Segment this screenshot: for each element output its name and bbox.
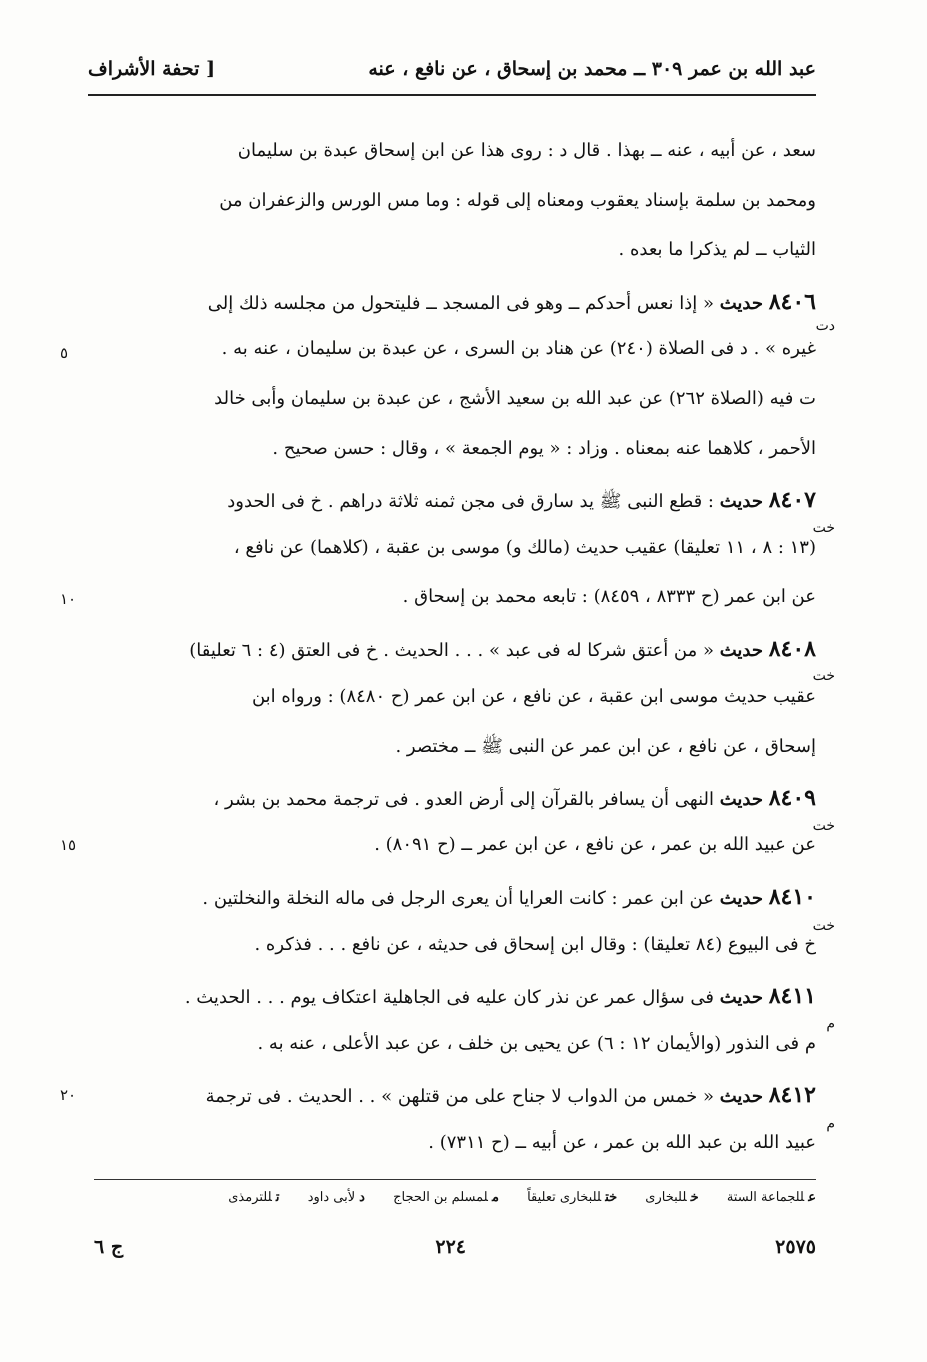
hadith-number: ٢٥٧٥ — [775, 1236, 816, 1258]
abbr-item: دلأبى داود — [307, 1190, 365, 1205]
text-line: عن عبيد الله بن عمر ، عن نافع ، عن ابن عمر ــ (ح ٨٠٩١) . — [374, 834, 816, 855]
hadith-keyword: حديث — [719, 293, 763, 314]
abbreviation-key — [94, 1190, 816, 1205]
hadith-keyword: حديث — [719, 1086, 763, 1107]
line-number: ١٠ — [60, 590, 77, 608]
hadith-entry-line — [88, 487, 816, 516]
hadith-entry-line — [88, 785, 816, 811]
hadith-entry-line — [88, 636, 816, 662]
hadith-number: ٨٤١١ — [768, 983, 816, 1009]
hadith-entry-line — [88, 983, 816, 1009]
text-line: عن ابن عمر (ح ٨٣٣٣ ، ٨٤٥٩) : تابعه محمد بن إسحاق . — [402, 586, 816, 607]
hadith-text: عن ابن عمر : كانت العرايا أن يعرى الرجل فى ماله النخلة والنخلتين . — [202, 888, 714, 909]
hadith-text: « إذا نعس أحدكم ــ وهو فى المسجد ــ فليتحول من مجلسه ذلك إلى — [207, 293, 714, 314]
margin-siglum: خت — [812, 520, 835, 536]
hadith-text: « خمس من الدواب لا جناح على من قتلهن » . . الحديث . فى ترجمة — [205, 1086, 714, 1107]
hadith-entry-line — [88, 289, 816, 315]
hadith-text: النهى أن يسافر بالقرآن إلى أرض العدو . فى ترجمة محمد بن بشر ، — [213, 789, 714, 810]
hadith-number: ٨٤٠٧ — [768, 487, 816, 513]
text-line: ومحمد بن سلمة بإسناد يعقوب ومعناه إلى قوله : وما مس الورس والزعفران من — [219, 190, 816, 211]
margin-siglum: خت — [812, 818, 835, 834]
hadith-number: ٨٤١٠ — [768, 884, 816, 910]
hadith-text: فى سؤال عمر عن نذر كان عليه فى الجاهلية اعتكاف يوم . . . الحديث . — [184, 987, 714, 1008]
text-line: الثياب ــ لم يذكرا ما بعده . — [618, 239, 816, 260]
text-line: (١٣ : ٨ ، ١١ تعليقا) عقيب حديث (مالك و) موسى بن عقبة ، (كلاهما) عن نافع ، — [233, 537, 816, 558]
hadith-text: « من أعتق شركا له فى عبد » . . . الحديث . خ فى العتق (٤ : ٦ تعليقا) — [189, 640, 714, 661]
text-line: الأحمر ، كلاهما عنه بمعناه . وزاد : « يوم الجمعة » ، وقال : حسن صحيح . — [272, 438, 816, 459]
hadith-entry-line — [88, 1082, 816, 1108]
hadith-number: ٨٤٠٩ — [768, 785, 816, 811]
hadith-text: : قطع النبى ﷺ يد سارق فى مجن ثمنه ثلاثة دراهم . خ فى الحدود — [227, 491, 714, 512]
text-line: غيره » . د فى الصلاة (٢٤٠) عن هناد بن السرى ، عن عبدة بن سليمان ، عنه به . — [221, 338, 816, 359]
line-number: ٢٠ — [60, 1086, 77, 1104]
hadith-keyword: حديث — [719, 789, 763, 810]
footnote-rule — [94, 1179, 816, 1180]
margin-siglum: خت — [812, 918, 835, 934]
text-line: عبيد الله بن عبد الله بن عمر ، عن أبيه ــ (ح ٧٣١١) . — [428, 1132, 816, 1153]
margin-siglum: خت — [812, 668, 835, 684]
text-line: عقيب حديث موسى ابن عقبة ، عن نافع ، عن ابن عمر (ح ٨٤٨٠) : ورواه ابن — [251, 686, 816, 707]
hadith-keyword: حديث — [719, 640, 763, 661]
hadith-keyword: حديث — [719, 888, 763, 909]
book-title: [ تحفة الأشراف — [88, 58, 216, 80]
text-line: سعد ، عن أبيه ، عنه ــ بهذا . قال د : روى هذا عن ابن إسحاق عبدة بن سليمان — [237, 140, 816, 161]
hadith-entry-line — [88, 884, 816, 910]
hadith-number: ٨٤٠٨ — [768, 636, 816, 662]
margin-siglum: دت — [815, 318, 835, 334]
abbr-item: خللبخارى — [645, 1190, 699, 1205]
hadith-number: ٨٤١٢ — [768, 1082, 816, 1108]
margin-siglum: م — [826, 1016, 835, 1032]
abbr-item: تللترمذى — [228, 1190, 280, 1205]
abbr-item: ختللبخارى تعليقاً — [527, 1190, 618, 1205]
line-number: ١٥ — [60, 836, 77, 854]
text-line: م فى النذور (والأيمان ١٢ : ٦) عن يحيى بن خلف ، عن عبد الأعلى ، عنه به . — [257, 1033, 816, 1054]
running-title: عبد الله بن عمر ٣٠٩ ــ محمد بن إسحاق ، عن نافع ، عنه — [368, 58, 816, 80]
volume-number: ج ٦ — [94, 1236, 124, 1258]
page-number: ٢٢٤ — [435, 1236, 466, 1258]
abbr-item: عللجماعة الستة — [726, 1190, 816, 1205]
hadith-keyword: حديث — [719, 491, 763, 512]
abbr-item: ملمسلم بن الحجاج — [393, 1190, 499, 1205]
text-line: ت فيه (الصلاة ٢٦٢) عن عبد الله بن سعيد الأشج ، عن عبدة بن سليمان وأبى خالد — [214, 388, 816, 409]
hadith-keyword: حديث — [719, 987, 763, 1008]
line-number: ٥ — [60, 344, 69, 362]
page-footer — [94, 1236, 816, 1266]
page-header — [88, 52, 816, 92]
hadith-number: ٨٤٠٦ — [768, 289, 816, 315]
text-line: خ فى البيوع (٨٤ تعليقا) : وقال ابن إسحاق فى حديثه ، عن نافع . . . فذكره . — [254, 934, 816, 955]
text-line: إسحاق ، عن نافع ، عن ابن عمر عن النبى ﷺ ــ مختصر . — [395, 736, 816, 757]
margin-siglum: م — [826, 1116, 835, 1132]
header-rule — [88, 94, 816, 96]
